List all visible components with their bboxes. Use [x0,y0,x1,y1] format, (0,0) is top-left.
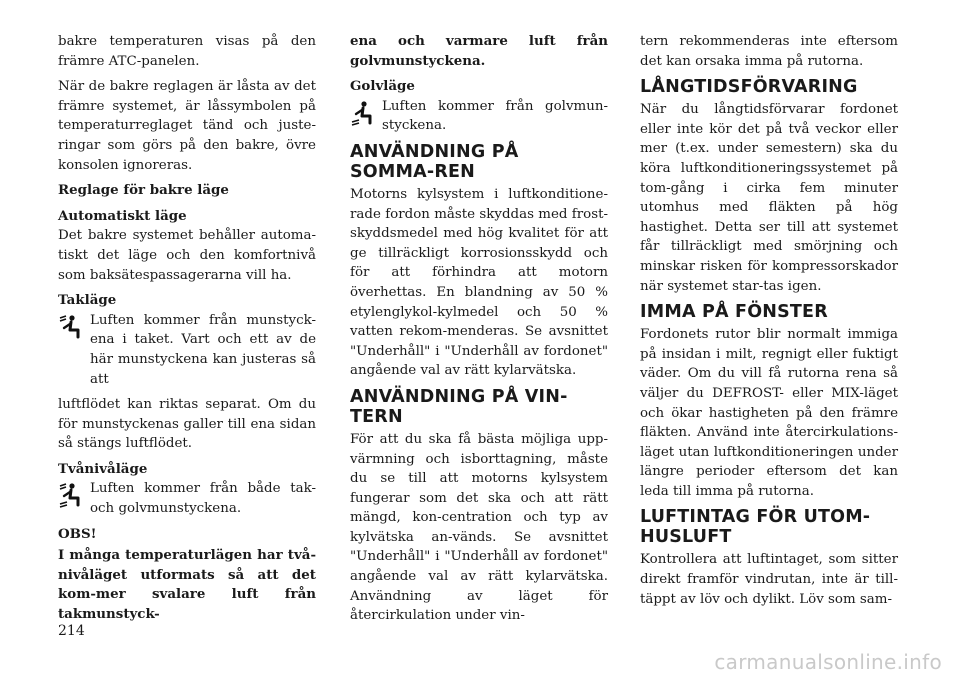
paragraph-auto-mode: Det bakre systemet behåller automa-tiskt det läge och den komfortnivå som baksätespassagerarna vill ha. [58,228,316,283]
mode-ceiling [58,311,316,389]
mode-floor [350,97,608,136]
heading-long-term-storage: LÅNGTIDSFÖRVARING [640,77,858,98]
label-ceiling-mode: Takläge [58,292,117,309]
paragraph-summer-use: Motorns kylsystem i luftkonditione-rade fordon måste skyddas med frost-skyddsmedel med hög kvalitet för att ge tillräckligt korrosionsskydd och för att förhindra att motorn överhettas. En blandning av 50 % etylenglykol-kylmedel och 50 % vatten rekom-menderas. Se avsnittet "Underhåll" i "Underhåll av fordonet" angående val av rätt kylarvätska. [350,186,608,379]
paragraph-window-fogging: Fordonets rutor blir normalt immiga på insidan i milt, regnigt eller fuktigt väder. Om du vill få rutorna rena så väljer du DEFROST- eller MIX-läget och ökar hastigheten på den främre fläkten. Använd inte återcirkulations-läget utan luftkonditioneringen under längre perioder eftersom det kan leda till imma på rutorna. [640,327,898,499]
paragraph-ceiling-cont: luftflödet kan riktas separat. Om du för munstyckenas galler till ena sidan så stängs luftflödet. [58,397,316,452]
heading-winter-use: ANVÄNDNING PÅ VIN-TERN [350,386,568,427]
seated-person-airflow-feet-icon [350,100,376,126]
paragraph-winter-cont: tern rekommenderas inte eftersom det kan orsaka imma på rutorna. [640,34,898,69]
paragraph-long-term-storage: När du långtidsförvarar fordonet eller inte kör det på två veckor eller mer (t.ex. under semestern) ska du köra luftkonditioneringssystemet på tom-gång i cirka fem minuter utomhus med fläkten på hög hastighet. Detta ser till att systemet får tillräckligt med smörjning och minskar risken för kompressorskador när systemet star-tas igen. [640,102,898,294]
heading-outside-air-intake: LUFTINTAG FÖR UTOM-HUSLUFT [640,507,871,548]
paragraph-floor-mode: Luften kommer från golvmun-styckena. [382,98,608,134]
paragraph-bilevel-mode: Luften kommer från både tak- och golvmunstyckena. [90,481,316,517]
note-text: I många temperaturlägen har två-nivåläget utformats så att det kom-mer svalare luft från takmunstyck- [58,547,316,623]
heading-window-fogging: IMMA PÅ FÖNSTER [640,302,828,323]
watermark: carmanualsonline.info [714,650,942,674]
seated-person-airflow-head-feet-icon [58,482,84,508]
heading-summer-use: ANVÄNDNING PÅ SOMMA-REN [350,141,519,182]
paragraph-outside-air-intake: Kontrollera att luftintaget, som sitter direkt framför vindrutan, inte är till-täppt av löv och dylikt. Löv som sam- [640,552,898,607]
paragraph-ceiling-mode: Luften kommer från munstyck-ena i taket. Vart och ett av de här munstyckena kan justeras så att [90,312,316,387]
column-middle [350,32,608,632]
seated-person-airflow-head-icon [58,314,84,340]
note-label: OBS! [58,525,97,542]
paragraph-winter-use: För att du ska få bästa möjliga upp-värmning och isborttagning, måste du se till att motorns kylsystem fungerar som det ska och att rätt mängd, kon-centration och typ av kylvätska an-vänds. Se avsnittet "Underhåll" i "Underhåll av fordonet" angående val av rätt kylarvätska. Användning av läget för återcirkulation under vin- [350,431,608,624]
column-right [640,32,898,615]
label-floor-mode: Golvläge [350,78,415,95]
page-number: 214 [58,623,85,639]
mode-bilevel [58,479,316,518]
label-bilevel-mode: Tvånivåläge [58,460,148,477]
paragraph-rear-locked: När de bakre reglagen är låsta av det främre systemet, är låssymbolen på temperaturreglaget tänd och juste-ringar som görs på den bakre, övre konsolen ignoreras. [58,79,316,173]
column-left [58,32,316,631]
note-text-cont: ena och varmare luft från golvmunstyckena. [350,33,608,69]
paragraph-rear-temp: bakre temperaturen visas på den främre ATC-panelen. [58,34,316,69]
subheading-rear-mode: Reglage för bakre läge [58,182,229,199]
subheading-auto-mode: Automatiskt läge [58,207,187,224]
